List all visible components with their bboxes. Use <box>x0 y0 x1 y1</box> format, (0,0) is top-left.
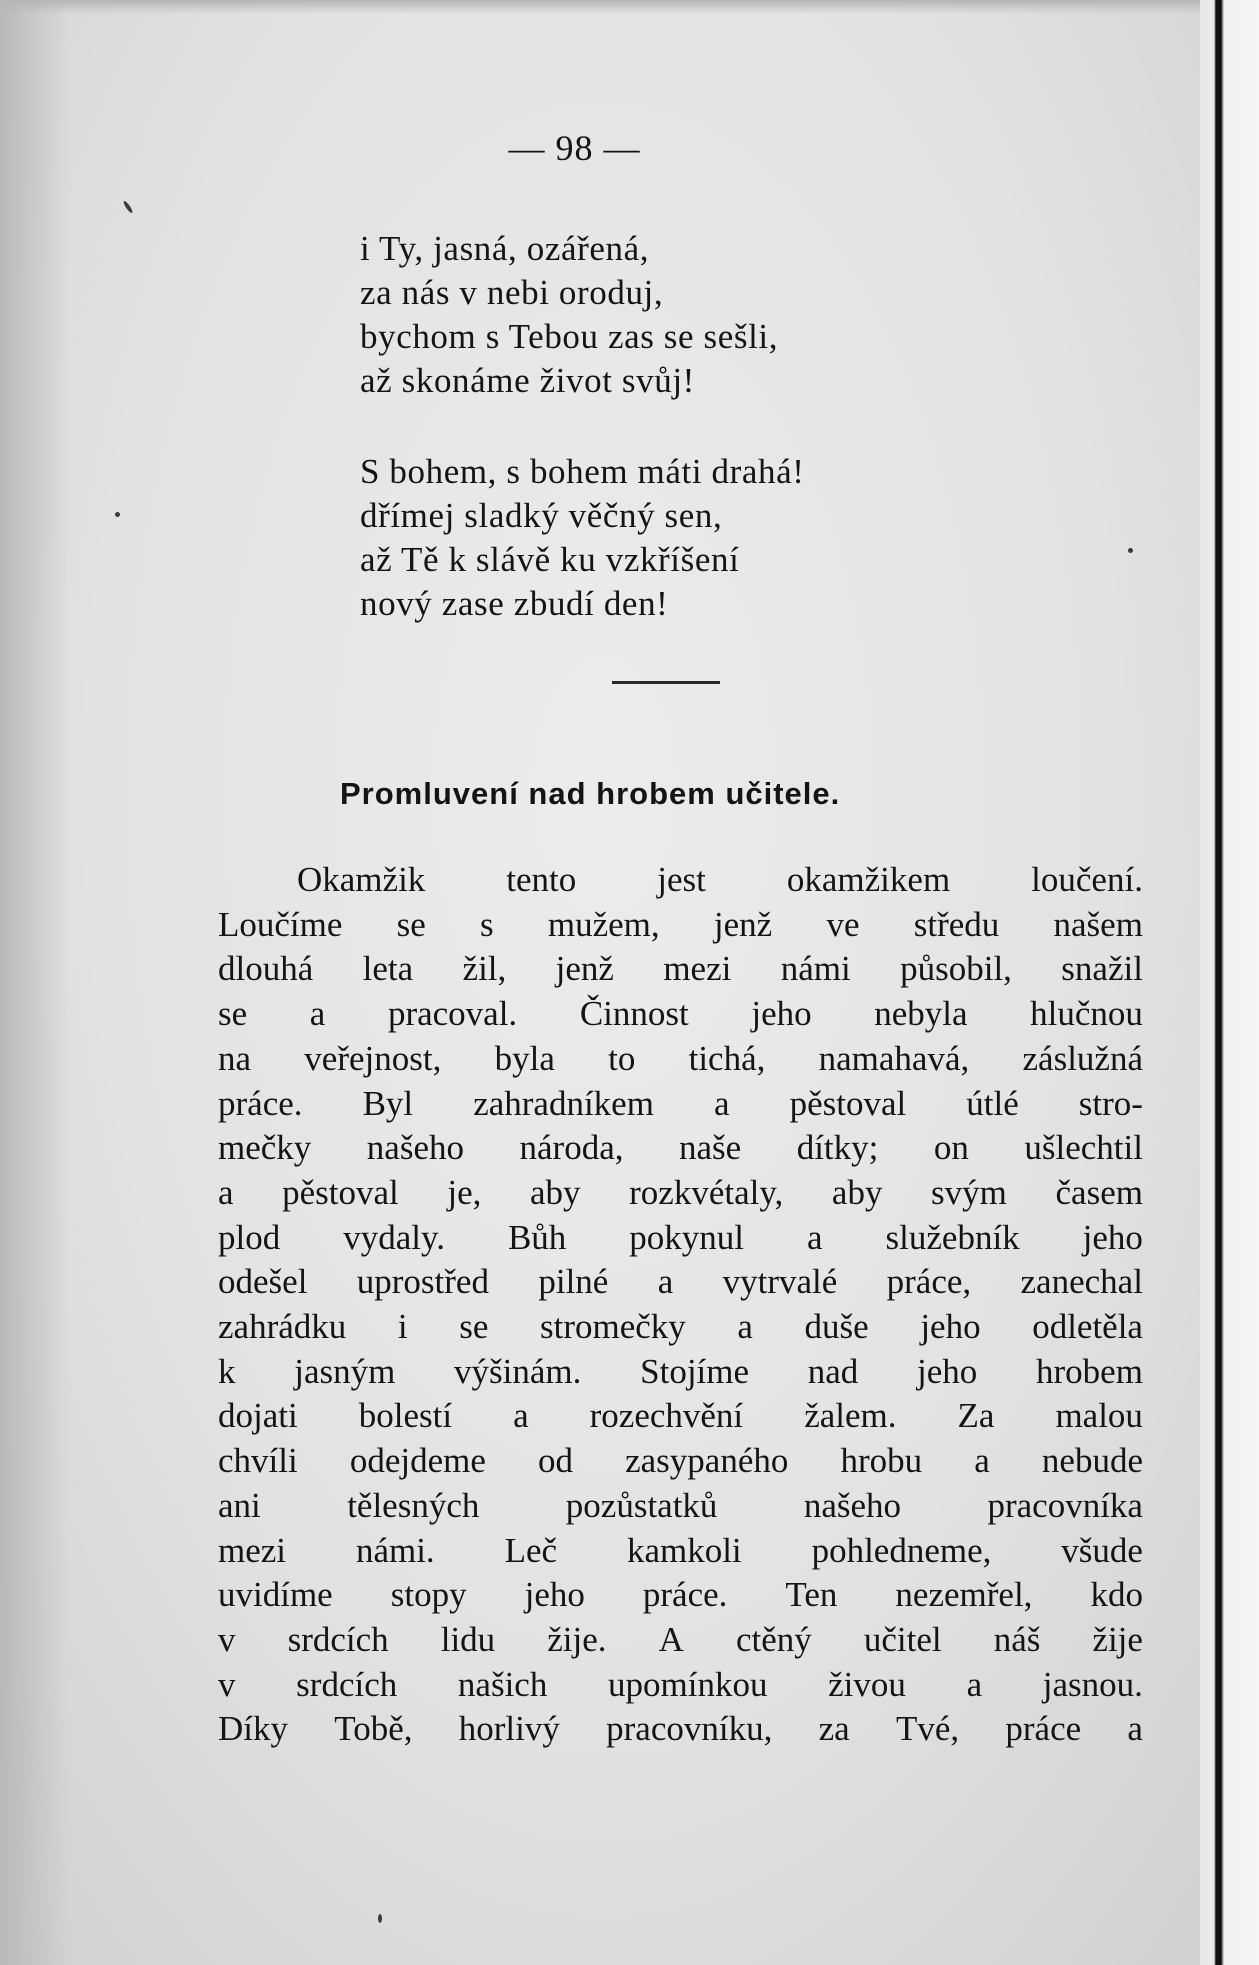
poem-stanza-2 <box>360 450 805 626</box>
prose-line: práce. Byl zahradníkem a pěstoval útlé stro- <box>218 1083 1143 1123</box>
prose-line: v srdcích lidu žije. A ctěný učitel náš žije <box>218 1619 1143 1659</box>
scan-speck <box>378 1914 382 1923</box>
prose-line: Okamžik tento jest okamžikem loučení. <box>297 860 1143 899</box>
scan-speck <box>115 512 120 517</box>
prose-line: mezi námi. Leč kamkoli pohledneme, všude <box>218 1530 1143 1570</box>
prose-line: chvíli odejdeme od zasypaného hrobu a nebude <box>218 1441 1143 1481</box>
top-page-edge <box>0 0 1259 14</box>
prose-line: se a pracoval. Činnost jeho nebyla hlučnou <box>218 994 1143 1034</box>
poem-stanza-1 <box>360 227 778 403</box>
prose-line: Díky Tobě, horlivý pracovníku, za Tvé, práce a <box>218 1709 1143 1749</box>
prose-line: ani tělesných pozůstatků našeho pracovníka <box>218 1485 1143 1525</box>
prose-line: mečky našeho národa, naše dítky; on ušlechtil <box>218 1128 1143 1168</box>
prose-line: na veřejnost, byla to tichá, namahavá, záslužná <box>218 1038 1143 1078</box>
poem-line: až Tě k slávě ku vzkříšení <box>360 540 740 579</box>
prose-line: a pěstoval je, aby rozkvétaly, aby svým časem <box>218 1172 1143 1212</box>
prose-line: v srdcích našich upomínkou živou a jasnou. <box>218 1664 1143 1704</box>
section-heading: Promluvení nad hrobem učitele. <box>340 776 841 811</box>
prose-line: plod vydaly. Bůh pokynul a služebník jeho <box>218 1217 1143 1257</box>
prose-line: odešel uprostřed pilné a vytrvalé práce, zanechal <box>218 1262 1143 1302</box>
prose-line: dojati bolestí a rozechvění žalem. Za malou <box>218 1396 1143 1436</box>
poem-line: za nás v nebi oroduj, <box>360 273 664 312</box>
poem-line: nový zase zbudí den! <box>360 584 669 623</box>
prose-line: zahrádku i se stromečky a duše jeho odletěla <box>218 1307 1143 1347</box>
section-separator-rule <box>612 681 720 684</box>
prose-line: uvidíme stopy jeho práce. Ten nezemřel, kdo <box>218 1575 1143 1615</box>
right-page-edge <box>1200 0 1259 1965</box>
poem-line: bychom s Tebou zas se sešli, <box>360 317 779 356</box>
prose-line: dlouhá leta žil, jenž mezi námi působil, snažil <box>218 949 1143 989</box>
left-page-shadow <box>0 0 70 1965</box>
poem-line: i Ty, jasná, ozářená, <box>360 229 650 268</box>
poem-line: dřímej sladký věčný sen, <box>360 496 723 535</box>
prose-line: Loučíme se s mužem, jenž ve středu našem <box>218 904 1143 944</box>
prose-line: k jasným výšinám. Stojíme nad jeho hrobem <box>218 1351 1143 1391</box>
prose-paragraph <box>218 858 1143 1752</box>
scan-speck <box>1128 548 1133 553</box>
page-number: — 98 — <box>508 128 641 168</box>
poem-line: S bohem, s bohem máti drahá! <box>360 452 805 491</box>
poem-line: až skonáme život svůj! <box>360 361 695 400</box>
